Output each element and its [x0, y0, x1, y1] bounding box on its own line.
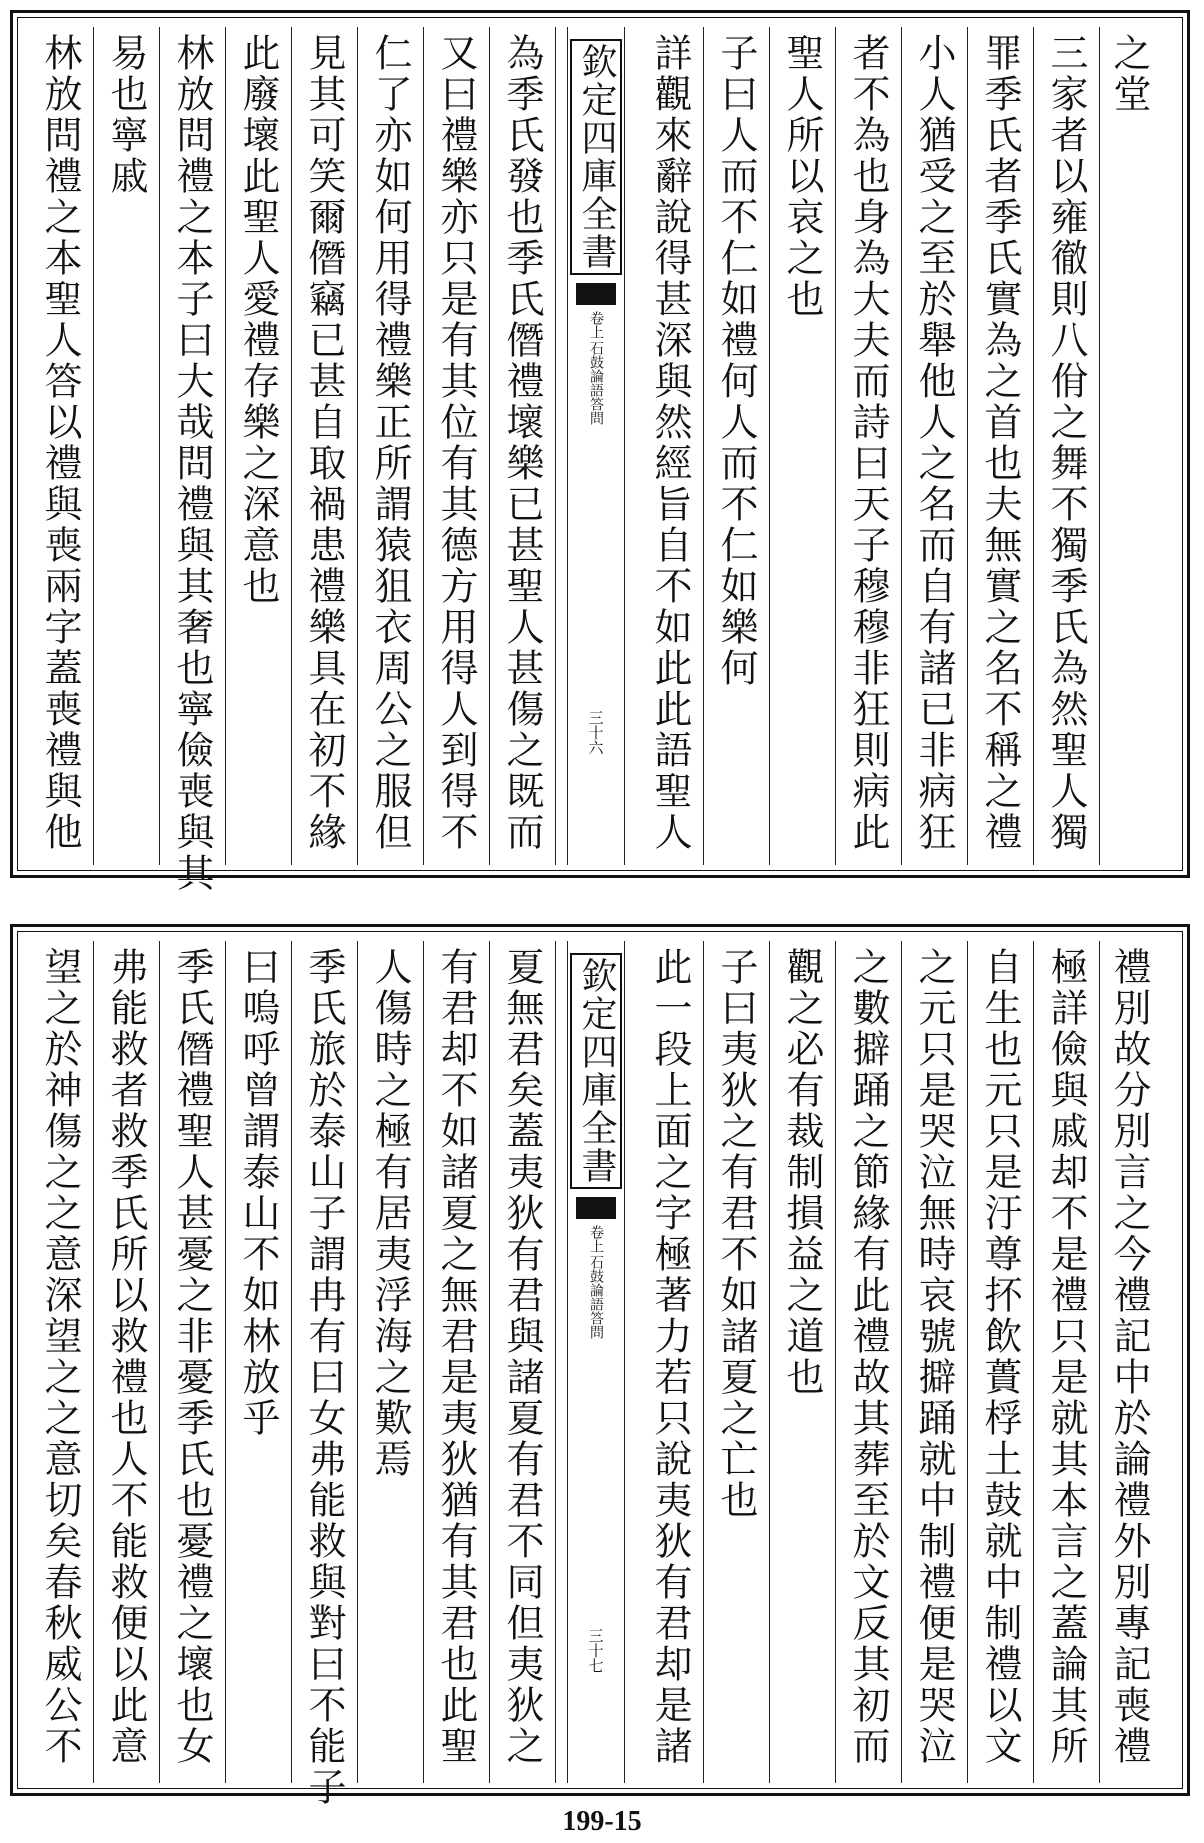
text-column: 之數擗踊之節緣有此禮故其葬至於文反其初而 [835, 941, 902, 1783]
text-column: 子曰人而不仁如禮何人而不仁如樂何 [703, 27, 770, 865]
text-column: 觀之必有裁制損益之道也 [769, 941, 836, 1783]
center-volume: 卷上 [588, 1225, 604, 1253]
text-column: 者不為也身為大夫而詩曰天子穆穆非狂則病此 [835, 27, 902, 865]
top-page [10, 10, 1190, 894]
fish-tail-mark [576, 1197, 616, 1219]
center-page-number: 三十七 [586, 1628, 605, 1673]
text-column: 子曰夷狄之有君不如諸夏之亡也 [703, 941, 770, 1783]
center-fold-column [567, 27, 625, 865]
text-column: 罪季氏者季氏實為之首也夫無實之名不稱之禮 [967, 27, 1034, 865]
top-page-columns [27, 27, 1173, 894]
text-column: 易也寧戚 [93, 27, 160, 865]
center-book-title: 石鼓論語答問 [588, 1255, 604, 1339]
center-fold-column [567, 941, 625, 1783]
text-column: 之元只是哭泣無時哀號擗踊就中制禮便是哭泣 [901, 941, 968, 1783]
text-column: 望之於神傷之之意深望之之意切矣春秋威公不 [27, 941, 94, 1783]
text-column: 林放問禮之本聖人答以禮與喪兩字蓋喪禮與他 [27, 27, 94, 865]
text-column: 此一段上面之字極著力若只說夷狄有君却是諸 [637, 941, 704, 1783]
text-column: 自生也元只是汙尊抔飲蕢桴土鼓就中制禮以文 [967, 941, 1034, 1783]
text-column: 之堂 [1107, 33, 1151, 115]
center-book-info [587, 311, 605, 425]
text-column: 此廢壞此聖人愛禮存樂之深意也 [225, 27, 292, 865]
text-column: 小人猶受之至於舉他人之名而自有諸已非病狂 [901, 27, 968, 865]
center-book-title: 石鼓論語答問 [588, 341, 604, 425]
text-column: 弗能救者救季氏所以救禮也人不能救便以此意 [93, 941, 160, 1783]
text-column: 聖人所以哀之也 [769, 27, 836, 865]
text-column: 季氏僭禮聖人甚憂之非憂季氏也憂禮之壞也女 [159, 941, 226, 1783]
text-column: 三家者以雍徹則八佾之舞不獨季氏為然聖人獨 [1033, 27, 1100, 865]
page-number: 199-15 [562, 1806, 642, 1837]
text-column: 曰嗚呼曾謂泰山不如林放乎 [225, 941, 292, 1783]
text-column: 極詳儉與戚却不是禮只是就其本言之蓋論其所 [1033, 941, 1100, 1783]
bottom-page-columns [27, 941, 1173, 1808]
text-column: 禮別故分別言之今禮記中於論禮外別專記喪禮 [1107, 947, 1151, 1767]
center-title: 欽定四庫全書 [570, 953, 622, 1189]
text-column: 為季氏發也季氏僭禮壞樂已甚聖人甚傷之既而 [489, 27, 556, 865]
text-column: 有君却不如諸夏之無君是夷狄猶有其君也此聖 [423, 941, 490, 1783]
center-volume: 卷上 [588, 311, 604, 339]
center-book-info [587, 1225, 605, 1339]
text-column: 人傷時之極有居夷浮海之歎焉 [357, 941, 424, 1783]
text-column: 見其可笑爾僭竊已甚自取禍患禮樂具在初不緣 [291, 27, 358, 865]
text-column: 又曰禮樂亦只是有其位有其德方用得人到得不 [423, 27, 490, 865]
text-column: 夏無君矣蓋夷狄有君與諸夏有君不同但夷狄之 [489, 941, 556, 1783]
center-title: 欽定四庫全書 [570, 39, 622, 275]
text-column: 詳觀來辭說得甚深與然經旨自不如此此語聖人 [637, 27, 704, 865]
text-column: 林放問禮之本子曰大哉問禮與其奢也寧儉喪與其 [159, 27, 226, 865]
fish-tail-mark [576, 283, 616, 305]
bottom-page [10, 924, 1190, 1808]
text-column: 仁了亦如何用得禮樂正所謂猿狙衣周公之服但 [357, 27, 424, 865]
center-page-number: 三十六 [586, 710, 605, 755]
text-column: 季氏旅於泰山子謂冉有曰女弗能救與對曰不能子 [291, 941, 358, 1783]
